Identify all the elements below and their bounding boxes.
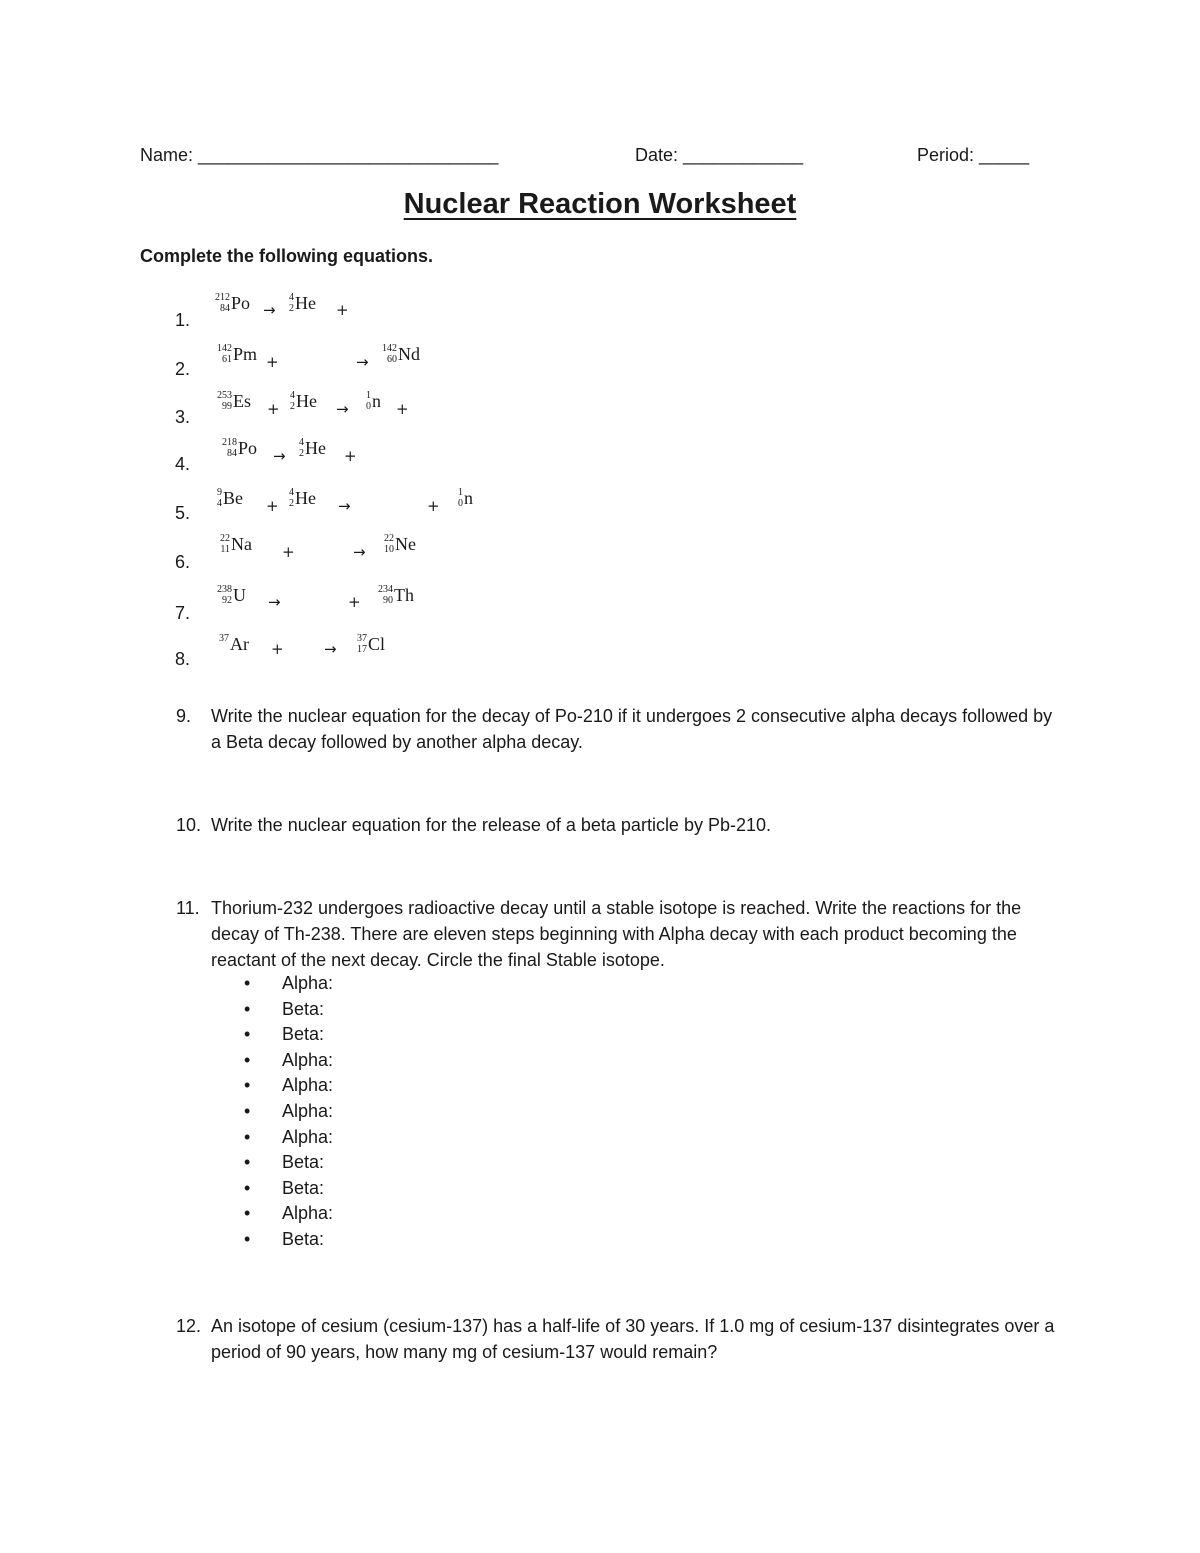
arrow-icon: →: [263, 301, 276, 319]
decay-step: • Alpha:: [282, 1048, 333, 1074]
plus-sign: +: [266, 353, 279, 371]
equation-number: 3.: [175, 407, 191, 427]
arrow-icon: →: [356, 353, 369, 371]
nuclide: 1 0 n: [458, 487, 473, 509]
arrow-icon: →: [336, 400, 349, 418]
decay-step: • Beta:: [282, 1022, 333, 1048]
question-text: Write the nuclear equation for the release of a beta particle by Pb-210.: [211, 815, 772, 835]
plus-sign: +: [282, 543, 295, 561]
equation-number: 6.: [175, 552, 191, 572]
decay-step: • Beta:: [282, 1150, 333, 1176]
page-title: Nuclear Reaction Worksheet: [403, 188, 797, 220]
nuclide: 142 60 Nd: [382, 343, 420, 365]
period-field-label: Period: _____: [917, 145, 1030, 165]
decay-step: • Alpha:: [282, 1201, 333, 1227]
arrow-icon: →: [353, 543, 366, 561]
nuclide: 37 Ar: [219, 633, 249, 654]
arrow-icon: →: [338, 497, 351, 515]
nuclide: 234 90 Th: [378, 584, 414, 606]
plus-sign: +: [267, 400, 280, 418]
nuclide: 1 0 n: [366, 390, 381, 412]
date-field-label: Date: ____________: [635, 145, 804, 165]
decay-step: • Alpha:: [282, 1125, 333, 1151]
question-text: An isotope of cesium (cesium-137) has a half-life of 30 years. If 1.0 mg of cesium-137 disintegrates over a period of 90 years, how many mg of cesium-137 would remain?: [211, 1316, 1055, 1362]
arrow-icon: →: [273, 447, 286, 465]
nuclide: 4 2 He: [299, 437, 326, 459]
question-number: 12.: [176, 1316, 202, 1336]
arrow-icon: →: [324, 640, 337, 658]
question-number: 9.: [176, 706, 192, 726]
plus-sign: +: [344, 447, 357, 465]
question-text: Write the nuclear equation for the decay of Po-210 if it undergoes 2 consecutive alpha decays followed by a Beta decay followed by another alpha decay.: [211, 706, 1053, 752]
plus-sign: +: [427, 497, 440, 515]
decay-step: • Beta:: [282, 1176, 333, 1202]
nuclide: 212 84 Po: [215, 292, 251, 314]
nuclide: 238 92 U: [217, 584, 246, 606]
decay-steps-list: [282, 971, 333, 1253]
decay-step: • Beta:: [282, 997, 333, 1023]
decay-step: • Alpha:: [282, 1073, 333, 1099]
plus-sign: +: [336, 301, 349, 319]
nuclide: 4 2 He: [289, 487, 316, 509]
equation-number: 7.: [175, 603, 191, 623]
name-field-label: Name: ______________________________: [140, 145, 499, 165]
arrow-icon: →: [268, 593, 281, 611]
nuclide: 253 99 Es: [217, 390, 251, 412]
nuclide: 37 17 Cl: [357, 633, 386, 655]
nuclide: 4 2 He: [289, 292, 316, 314]
question-text: Thorium-232 undergoes radioactive decay until a stable isotope is reached. Write the reactions for the decay of Th-238. There are eleven steps beginning with Alpha decay with each product becoming the reactant of the next decay. Circle the final Stable isotope.: [211, 898, 1022, 970]
decay-step: • Alpha:: [282, 1099, 333, 1125]
nuclide: 4 2 He: [290, 390, 317, 412]
nuclide: 218 84 Po: [222, 437, 258, 459]
equation-number: 4.: [175, 454, 191, 474]
nuclide: 9 4 Be: [217, 487, 243, 509]
equation-number: 5.: [175, 503, 191, 523]
nuclide: 22 11 Na: [220, 533, 252, 555]
nuclide: 142 61 Pm: [217, 343, 258, 365]
question-number: 11.: [176, 898, 200, 918]
instructions: Complete the following equations.: [140, 246, 434, 266]
decay-step: • Beta:: [282, 1227, 333, 1253]
equation-number: 1.: [175, 310, 191, 330]
equation-number: 2.: [175, 359, 191, 379]
plus-sign: +: [396, 400, 409, 418]
nuclide: 22 10 Ne: [384, 533, 416, 555]
plus-sign: +: [348, 593, 361, 611]
equation-number: 8.: [175, 649, 191, 669]
question-number: 10.: [176, 815, 202, 835]
plus-sign: +: [271, 640, 284, 658]
decay-step: • Alpha:: [282, 971, 333, 997]
plus-sign: +: [266, 497, 279, 515]
